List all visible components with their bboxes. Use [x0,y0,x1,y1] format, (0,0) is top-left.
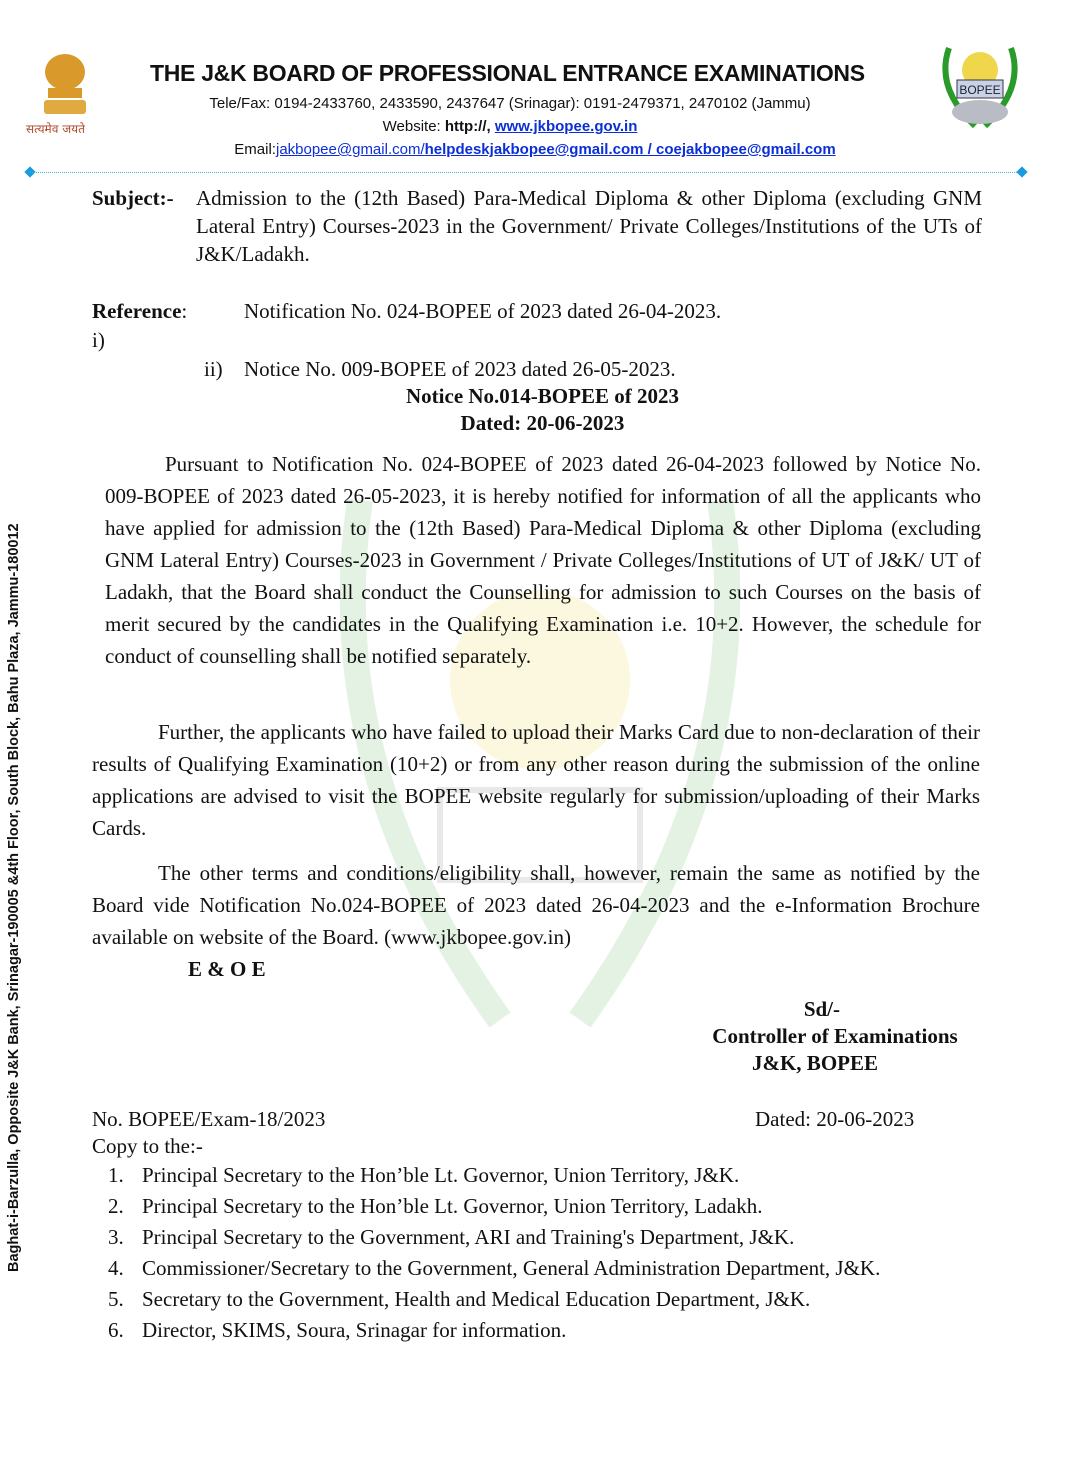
email-line [0,141,1070,158]
list-item [108,1222,980,1253]
list-num: 5. [108,1287,124,1311]
bopee-logo-icon [935,38,1025,130]
signature-org: J&K, BOPEE [751,1051,878,1075]
list-text: Principal Secretary to the Hon’ble Lt. Governor, Union Territory, Ladakh. [142,1194,763,1218]
list-num: 3. [108,1225,124,1249]
list-item [108,1160,980,1191]
notice-number: Notice No.014-BOPEE of 2023 [406,384,679,408]
notice-date: Dated: 20-06-2023 [460,411,625,435]
website-link[interactable]: www.jkbopee.gov.in [494,118,638,135]
notice-heading [0,383,1080,437]
reference-block: Reference: i) Notification No. 024-BOPEE of 2023 dated 26-04-2023. ii) Notice No. 009-BOPEE of 2023 dated 26-05-2023. [92,297,721,384]
subject-block [92,184,982,268]
signature-block [680,996,990,1077]
board-title: THE J&K BOARD OF PROFESSIONAL ENTRANCE EXAMINATIONS [150,60,865,86]
copy-list [108,1160,980,1346]
reference-item: Notice No. 009-BOPEE of 2023 dated 26-05-2023. [244,357,676,381]
reference-num: i) [92,328,105,352]
subject-label: Subject:- [92,186,174,210]
header-separator [30,172,1025,173]
list-text: Secretary to the Government, Health and Medical Education Department, J&K. [142,1287,811,1311]
side-address: Baghat-i-Barzulla, Opposite J&K Bank, Srinagar-190005 &4th Floor, South Block, Bahu Plaza, Jammu-180012 [6,523,22,1272]
list-num: 2. [108,1194,124,1218]
list-num: 6. [108,1318,124,1342]
footer-date: Dated: 20-06-2023 [755,1107,915,1131]
email-link-2[interactable]: helpdeskjakbopee@gmail.com / coejakbopee@gmail.com [424,141,836,158]
eoe: E & O E [188,957,266,981]
signature-sd: Sd/- [803,997,840,1021]
list-item [108,1191,980,1222]
list-item [108,1253,980,1284]
reference-item: Notification No. 024-BOPEE of 2023 dated 26-04-2023. [244,299,722,323]
list-num: 4. [108,1256,124,1280]
list-text: Principal Secretary to the Government, ARI and Training's Department, J&K. [142,1225,795,1249]
paragraph-1: Pursuant to Notification No. 024-BOPEE of 2023 dated 26-04-2023 followed by Notice No. 009-BOPEE of 2023 dated 26-05-2023, it is hereby notified for information of all the applicants who have applied for admission to the (12th Based) Para-Medical Diploma & other Diploma (excluding GNM Lateral Entry) Courses-2023 in Government / Private Colleges/Institutions of UT of J&K/ UT of Ladakh, that the Board shall conduct the Counselling for admission to such Courses on the basis of merit secured by the candidates in the Qualifying Examination i.e. 10+2. However, the schedule for conduct of counselling shall be notified separately. [105,452,981,668]
website-line [0,118,1020,135]
subject-text: Admission to the (12th Based) Para-Medical Diploma & other Diploma (excluding GNM Lateral Entry) Courses-2023 in the Government/ Private Colleges/Institutions of the UTs of J&K/Ladakh. [196,186,982,266]
paragraph-2: Further, the applicants who have failed to upload their Marks Card due to non-declaration of their results of Qualifying Examination (10+2) or from any other reason during the submission of the online applications are advised to visit the BOPEE website regularly for submission/uploading of their Marks Cards. [92,720,980,840]
website-label: Website: [382,118,445,135]
separator-diamond-right [1016,166,1027,177]
email-link-1[interactable]: jakbopee@gmail.com/ [275,141,425,158]
email-label: Email: [234,141,276,158]
list-item [108,1284,980,1315]
reference-label: Reference [92,299,182,323]
emblem-motto: सत्यमेव जयते [26,122,85,136]
paragraph-3: The other terms and conditions/eligibility shall, however, remain the same as notified by the Board vide Notification No.024-BOPEE of 2023 dated 26-04-2023 and the e-Information Brochure available on website of the Board. (www.jkbopee.gov.in) [92,861,980,949]
signature-title: Controller of Examinations [712,1024,958,1048]
list-text: Commissioner/Secretary to the Government, General Administration Department, J&K. [142,1256,881,1280]
tele-fax: Tele/Fax: 0194-2433760, 2433590, 2437647 (Srinagar): 0191-2479371, 2470102 (Jammu) [209,95,811,112]
copy-to-label: Copy to the:- [92,1134,203,1158]
website-proto: http://, [444,118,495,135]
list-text: Director, SKIMS, Soura, Srinagar for information. [142,1318,567,1342]
list-num: 1. [108,1163,124,1187]
reference-number: No. BOPEE/Exam-18/2023 [92,1107,326,1131]
reference-num: ii) [204,357,223,381]
list-text: Principal Secretary to the Hon’ble Lt. Governor, Union Territory, J&K. [142,1163,740,1187]
list-item [108,1315,980,1346]
logo-text: BOPEE [959,83,1001,97]
